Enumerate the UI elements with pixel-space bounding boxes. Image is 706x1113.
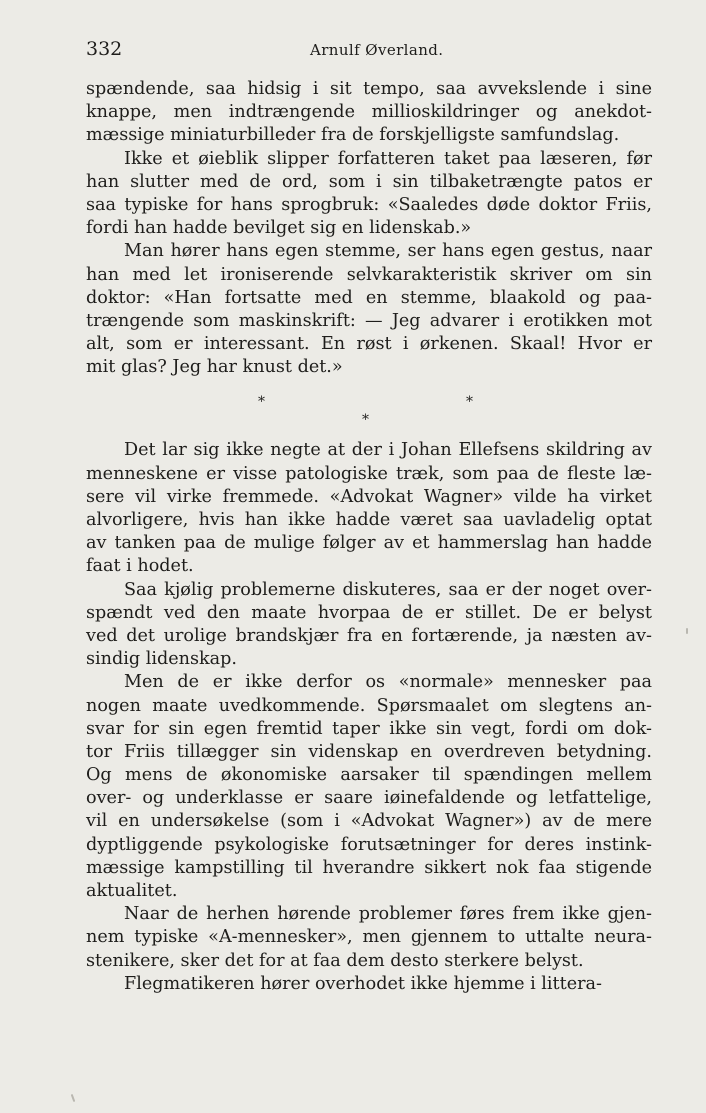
text-line: av tanken paa de mulige følger av et hammerslag han hadde bbox=[86, 533, 652, 554]
text-line: vil en undersøkelse (som i «Advokat Wagner») av de mere bbox=[86, 811, 652, 832]
text-line: sindig lidenskap. bbox=[86, 649, 238, 670]
text-section-2 bbox=[86, 439, 652, 996]
text-line: nogen maate uvedkommende. Spørsmaalet om slegtens an- bbox=[86, 695, 652, 716]
text-line: Men de er ikke derfor os «normale» mennesker paa bbox=[124, 672, 652, 693]
text-line: han slutter med de ord, som i sin tilbaketrængte patos er bbox=[86, 171, 652, 192]
text-line: Flegmatikeren hører overhodet ikke hjemme i littera- bbox=[124, 973, 602, 994]
paragraph bbox=[86, 240, 652, 379]
paragraph bbox=[86, 148, 652, 241]
text-line: stenikere, sker det for at faa dem desto sterkere belyst. bbox=[86, 950, 584, 971]
text-line: saa typiske for hans sprogbruk: «Saaledes døde doktor Friis, bbox=[86, 194, 652, 215]
asterisk-center: * bbox=[362, 412, 369, 429]
page-number: 332 bbox=[86, 38, 123, 60]
text-line: knappe, men indtrængende millioskildringer og anekdot- bbox=[86, 102, 652, 123]
text-line: mæssige miniaturbilleder fra de forskjelligste samfundslag. bbox=[86, 125, 620, 146]
text-line: faat i hodet. bbox=[86, 556, 194, 577]
text-line: Ikke et øieblik slipper forfatteren taket paa læseren, før bbox=[124, 148, 652, 169]
text-line: spændt ved den maate hvorpaa de er stillet. De er belyst bbox=[86, 602, 652, 623]
paragraph bbox=[86, 973, 652, 996]
text-line: over- og underklasse er saare iøinefaldende og letfattelige, bbox=[86, 788, 652, 809]
text-line: aktualitet. bbox=[86, 881, 178, 901]
text-line: spændende, saa hidsig i sit tempo, saa avvekslende i sine bbox=[86, 79, 652, 99]
paper-speck bbox=[686, 628, 688, 634]
running-head: Arnulf Øverland. bbox=[310, 41, 444, 59]
paragraph bbox=[86, 903, 652, 973]
text-line: ved det urolige brandskjær fra en fortærende, ja næsten av- bbox=[86, 625, 652, 646]
text-line: tor Friis tillægger sin videnskap en overdreven betydning. bbox=[86, 741, 652, 762]
text-line: trængende som maskinskrift: — Jeg advarer i erotikken mot bbox=[86, 310, 652, 331]
text-line: nem typiske «A-mennesker», men gjennem to uttalte neura- bbox=[86, 927, 652, 948]
text-line: Man hører hans egen stemme, ser hans egen gestus, naar bbox=[124, 241, 652, 262]
text-line: Det lar sig ikke negte at der i Johan Ellefsens skildring av bbox=[124, 440, 652, 461]
text-line: han med let ironiserende selvkarakteristik skriver om sin bbox=[86, 264, 652, 285]
text-line: menneskene er visse patologiske træk, som paa de fleste læ- bbox=[86, 463, 652, 484]
text-section-1 bbox=[86, 78, 652, 379]
paragraph bbox=[86, 579, 652, 672]
text-line: doktor: «Han fortsatte med en stemme, blaakold og paa- bbox=[86, 287, 652, 308]
asterisk-right: * bbox=[466, 394, 473, 411]
paper-speck bbox=[71, 1094, 76, 1102]
text-line: fordi han hadde bevilget sig en lidenskab.» bbox=[86, 218, 472, 239]
text-line: mæssige kampstilling til hverandre sikkert nok faa stigende bbox=[86, 857, 652, 878]
text-line: Saa kjølig problemerne diskuteres, saa er der noget over- bbox=[124, 579, 652, 600]
paragraph bbox=[86, 671, 652, 903]
asterisk-left: * bbox=[258, 394, 265, 411]
text-line: Naar de herhen hørende problemer føres frem ikke gjen- bbox=[124, 904, 652, 925]
section-break-asterisks bbox=[86, 379, 652, 439]
paragraph bbox=[86, 439, 652, 578]
paragraph bbox=[86, 78, 652, 148]
page-header bbox=[86, 38, 652, 62]
text-line: mit glas? Jeg har knust det.» bbox=[86, 357, 343, 378]
text-line: Og mens de økonomiske aarsaker til spændingen mellem bbox=[86, 765, 652, 786]
body-text bbox=[86, 78, 652, 996]
text-line: sere vil virke fremmede. «Advokat Wagner» vilde ha virket bbox=[86, 486, 652, 507]
text-line: svar for sin egen fremtid taper ikke sin vegt, fordi om dok- bbox=[86, 718, 652, 739]
text-line: alt, som er interessant. En røst i ørkenen. Skaal! Hvor er bbox=[86, 334, 652, 355]
text-line: dyptliggende psykologiske forutsætninger for deres instink- bbox=[86, 834, 652, 855]
text-line: alvorligere, hvis han ikke hadde været saa uavladelig optat bbox=[86, 510, 652, 530]
